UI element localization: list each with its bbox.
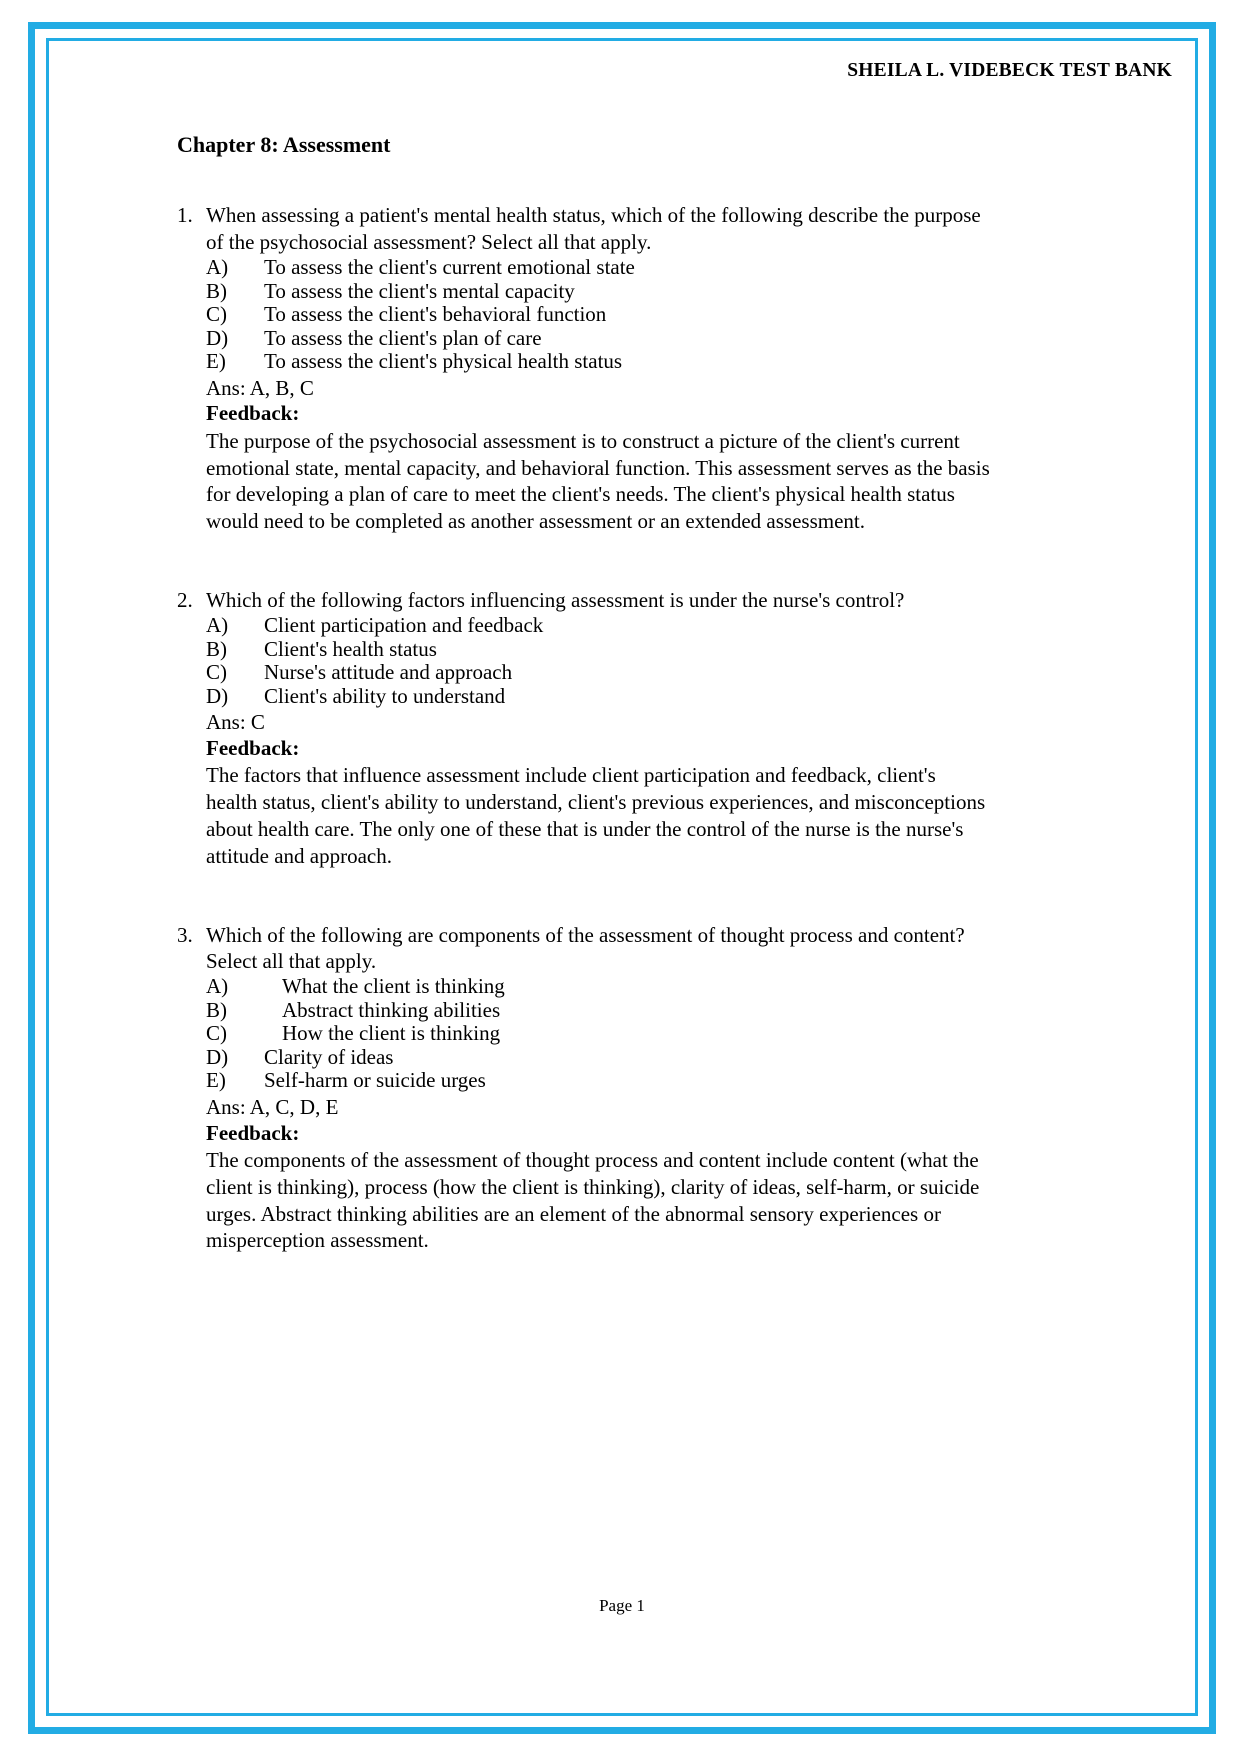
question-block: [177, 587, 992, 869]
option-label: Clarity of ideas: [264, 1044, 394, 1069]
answer-options: [177, 614, 992, 708]
answer-option[interactable]: [177, 975, 992, 999]
option-label: Nurse's attitude and approach: [264, 660, 513, 685]
answer-option[interactable]: [177, 256, 992, 280]
option-letter: E): [206, 349, 226, 374]
option-letter: B): [206, 997, 227, 1022]
option-letter: D): [206, 1044, 229, 1069]
questions-list: [177, 202, 992, 1254]
option-label: To assess the client's mental capacity: [264, 278, 575, 303]
feedback-label: Feedback:: [206, 1120, 300, 1145]
feedback-text: The components of the assessment of thought process and content include content (what the client is thinking), process (how the client is thinking), clarity of ideas, self-harm, or suicide urges. Abstract thinking abilities are an element of the abnormal sensory experiences or misperception assessment.: [206, 1147, 980, 1253]
question-block: [177, 202, 992, 535]
document-header-title: SHEILA L. VIDEBECK TEST BANK: [847, 60, 1172, 81]
option-letter: D): [206, 683, 229, 708]
answer-line: Ans: C: [206, 710, 265, 735]
question-block: [177, 922, 992, 1255]
option-letter: C): [206, 660, 227, 685]
answer-option[interactable]: [177, 1022, 992, 1046]
question-text: Which of the following are components of the assessment of thought process and content? Select all that apply.: [206, 922, 965, 974]
question-number: 3.: [177, 922, 193, 947]
question-text: When assessing a patient's mental health status, which of the following describe the purpose of the psychosocial assessment? Select all that apply.: [206, 203, 981, 255]
question-stem: [177, 202, 992, 256]
option-letter: C): [206, 302, 227, 327]
option-label: To assess the client's plan of care: [264, 325, 542, 350]
answer-line: Ans: A, C, D, E: [206, 1094, 339, 1119]
answer-options: [177, 256, 992, 374]
option-label: What the client is thinking: [282, 974, 505, 999]
answer-line: Ans: A, B, C: [206, 375, 314, 400]
option-label: Client's ability to understand: [264, 683, 506, 708]
answer-option[interactable]: [177, 614, 992, 638]
answer-option[interactable]: [177, 1046, 992, 1070]
question-number: 2.: [177, 588, 193, 613]
answer-option[interactable]: [177, 350, 992, 374]
feedback-text: The purpose of the psychosocial assessment is to construct a picture of the client's current emotional state, mental capacity, and behavioral function. This assessment serves as the basis for developing a plan of care to meet the client's needs. The client's physical health status would need to be completed as another assessment or an extended assessment.: [206, 428, 990, 534]
option-letter: A): [206, 613, 229, 638]
question-text: Which of the following factors influencing assessment is under the nurse's control?: [206, 588, 905, 613]
option-label: Client participation and feedback: [264, 613, 544, 638]
answer-option[interactable]: [177, 685, 992, 709]
option-label: To assess the client's current emotional state: [264, 255, 635, 280]
option-letter: B): [206, 636, 227, 661]
page-content: [60, 50, 1184, 1704]
feedback-label: Feedback:: [206, 401, 300, 426]
option-letter: D): [206, 325, 229, 350]
option-label: Self-harm or suicide urges: [264, 1068, 486, 1093]
option-letter: C): [206, 1021, 227, 1046]
option-label: To assess the client's physical health status: [264, 349, 623, 374]
option-letter: E): [206, 1068, 226, 1093]
answer-option[interactable]: [177, 999, 992, 1023]
option-letter: A): [206, 974, 229, 999]
question-stem: [177, 922, 992, 976]
answer-option[interactable]: [177, 1069, 992, 1093]
option-letter: A): [206, 255, 229, 280]
option-label: To assess the client's behavioral function: [264, 302, 607, 327]
question-stem: [177, 587, 992, 614]
feedback-label: Feedback:: [206, 735, 300, 760]
answer-option[interactable]: [177, 638, 992, 662]
answer-option[interactable]: [177, 661, 992, 685]
answer-options: [177, 975, 992, 1093]
feedback-text: The factors that influence assessment include client participation and feedback, client's health status, client's ability to understand, client's previous experiences, and misconceptions about health care. The only one of these that is under the control of the nurse is the nurse's attitude and approach.: [206, 763, 986, 868]
question-number: 1.: [177, 203, 193, 228]
option-label: How the client is thinking: [282, 1021, 501, 1046]
answer-option[interactable]: [177, 280, 992, 304]
option-label: Abstract thinking abilities: [282, 997, 501, 1022]
option-label: Client's health status: [264, 636, 437, 661]
document-body: [177, 132, 992, 1254]
chapter-title: Chapter 8: Assessment: [177, 132, 391, 157]
page-footer: Page 1: [599, 1596, 645, 1615]
option-letter: B): [206, 278, 227, 303]
answer-option[interactable]: [177, 303, 992, 327]
answer-option[interactable]: [177, 327, 992, 351]
